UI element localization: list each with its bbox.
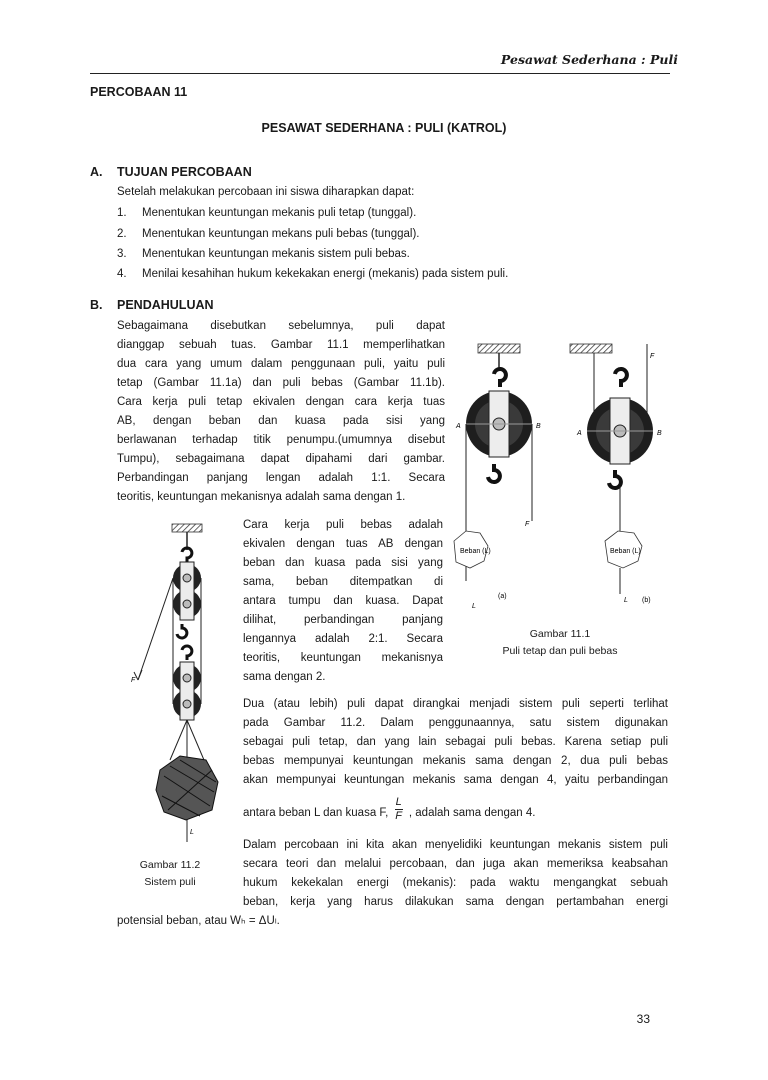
- paragraph-intro: [117, 317, 445, 507]
- section-b-letter: B.: [90, 298, 103, 312]
- figure-11-2: [120, 520, 240, 852]
- text-line: beban, kerja yang harus dilakukan sama dengan pertambahan energi: [243, 896, 668, 908]
- ceiling-mount: [172, 524, 202, 532]
- fraction-l-over-f: [395, 796, 403, 823]
- text-line: lengannya adalah 2:1. Secara: [243, 633, 443, 645]
- label-force: F: [525, 521, 530, 528]
- list-item-number: 2.: [117, 228, 127, 240]
- label-point-a: A: [577, 430, 582, 437]
- text-line: akan mempunyai keuntungan mekanis sama dengan 4, yaitu perbandingan: [243, 774, 668, 786]
- text-line: dilihat, perbandingan panjang: [243, 614, 443, 626]
- paragraph-pulley-system: [243, 695, 668, 790]
- section-a-intro: Setelah melakukan percobaan ini siswa diharapkan dapat:: [117, 186, 415, 198]
- caption-text: Sistem puli: [144, 876, 196, 888]
- hook-icon: [615, 369, 627, 387]
- section-b-heading: [90, 298, 390, 316]
- section-a-title: TUJUAN PERCOBAAN: [117, 165, 252, 179]
- hook-icon: [494, 369, 506, 387]
- ceiling-mount: [478, 344, 520, 353]
- text-line: antara tumpu dan kuasa. Dapat: [243, 595, 443, 607]
- label-point-b: B: [657, 430, 662, 437]
- text-line: Dua (atau lebih) puli dapat dirangkai menjadi sistem puli seperti terlihat: [243, 698, 668, 710]
- text-line: tetap (Gambar 11.1a) dan puli bebas (Gambar 11.1b).: [117, 377, 445, 389]
- section-b-title: PENDAHULUAN: [117, 298, 214, 312]
- movable-pulley-diagram: [570, 344, 662, 604]
- label-point-b: B: [536, 423, 541, 430]
- text-line: Cara kerja puli tetap ekivalen dengan cara kerja tuas: [117, 396, 445, 408]
- text-line: sama dengan 2.: [243, 671, 326, 683]
- text-line: teoritis, keuntungan mekanisnya: [243, 652, 443, 664]
- text-line: secara teori dan melalui percobaan, dan juga akan memeriksa keabsahan: [243, 858, 668, 870]
- fixed-pulley-diagram: [454, 344, 541, 610]
- formula-line: [243, 796, 536, 830]
- text-line: sebagai puli tetap, dan yang lain sebagai puli bebas. Karena setiap puli: [243, 736, 668, 748]
- header-rule: [90, 73, 670, 74]
- label-load: L: [472, 603, 476, 610]
- text-line: Sebagaimana disebutkan sebelumnya, puli dapat: [117, 320, 445, 332]
- list-item-number: 1.: [117, 207, 127, 219]
- text-line: Tumpu), sebagaimana dapat dipahami dari gambar.: [117, 453, 445, 465]
- text-line: Perbandingan panjang lengan adalah 1:1. Secara: [117, 472, 445, 484]
- ceiling-mount: [570, 344, 612, 353]
- list-item-number: 3.: [117, 248, 127, 260]
- text-line: AB, dengan beban dan kuasa pada sisi yang: [117, 415, 445, 427]
- label-a: (a): [498, 593, 507, 600]
- movable-pulley-block: [173, 662, 201, 720]
- label-load: L: [624, 597, 628, 604]
- load-weight: [156, 756, 218, 820]
- label-force: F: [650, 353, 655, 360]
- label-beban: Beban (L): [460, 548, 491, 555]
- text-line: pada Gambar 11.2. Dalam penggunaannya, satu sistem digunakan: [243, 717, 668, 729]
- text-line: ekivalen dengan tuas AB dengan: [243, 538, 443, 550]
- running-header: Pesawat Sederhana : Puli: [500, 52, 678, 67]
- hook-icon: [177, 624, 187, 638]
- hook-icon: [182, 646, 192, 660]
- hook-icon: [609, 470, 621, 488]
- caption-text: Puli tetap dan puli bebas: [502, 645, 618, 657]
- text-line: hukum kekekalan energi (mekanis): pada waktu mengangkat sebuah: [243, 877, 668, 889]
- experiment-number: PERCOBAAN 11: [90, 85, 188, 99]
- text-line: berlawanan terhadap titik penumpu.(umumnya disebut: [117, 434, 445, 446]
- fixed-pulley-block: [173, 562, 201, 620]
- text-line: teoritis, keuntungan mekanisnya adalah sama dengan 1.: [117, 491, 406, 503]
- label-point-a: A: [456, 423, 461, 430]
- text-line: beban dan kuasa pada sisi yang: [243, 557, 443, 569]
- label-load: L: [190, 829, 194, 836]
- fraction-denominator: F: [395, 810, 402, 822]
- list-item-text: Menentukan keuntungan mekanis sistem puli bebas.: [142, 248, 410, 260]
- figure-11-1: [450, 336, 675, 616]
- label-force: F: [131, 677, 136, 684]
- page-number: 33: [636, 1012, 650, 1026]
- figure-11-2-caption: [122, 857, 218, 891]
- text-line: Dalam percobaan ini kita akan menyelidiki keuntungan mekanis sistem puli: [243, 839, 668, 851]
- text-line: dianggap sebuah tuas. Gambar 11.1 memperlihatkan: [117, 339, 445, 351]
- text-line: antara beban L dan kuasa F,: [243, 807, 389, 819]
- paragraph-movable-pulley: [243, 516, 443, 687]
- text-line: potensial beban, atau Wₕ = ΔUₗ.: [117, 915, 280, 927]
- caption-title: Gambar 11.1: [529, 628, 591, 640]
- figure-11-1-caption: [480, 626, 640, 660]
- hook-icon: [182, 548, 192, 562]
- fraction-numerator: L: [395, 796, 402, 808]
- list-item-text: Menilai kesahihan hukum kekekakan energi (mekanis) pada sistem puli.: [142, 268, 509, 280]
- hook-icon: [488, 464, 500, 482]
- text-line: Cara kerja puli bebas adalah: [243, 519, 443, 531]
- section-a-heading: [90, 165, 390, 183]
- label-b: (b): [642, 597, 651, 604]
- label-beban: Beban (L): [610, 548, 641, 555]
- caption-title: Gambar 11.2: [139, 859, 201, 871]
- list-item-text: Menentukan keuntungan mekanis puli tetap (tunggal).: [142, 207, 417, 219]
- text-line: dua cara yang umum dalam penggunaan puli, yaitu puli: [117, 358, 445, 370]
- text-line: sama, beban ditempatkan di: [243, 576, 443, 588]
- text-line: , adalah sama dengan 4.: [408, 807, 536, 819]
- page-title: PESAWAT SEDERHANA : PULI (KATROL): [261, 121, 507, 135]
- list-item-number: 4.: [117, 268, 127, 280]
- section-a-letter: A.: [90, 165, 103, 179]
- text-line: bebas mempunyai keuntungan mekanis sama dengan 2, dua puli bebas: [243, 755, 668, 767]
- paragraph-experiment: [243, 836, 668, 912]
- list-item-text: Menentukan keuntungan mekans puli bebas (tunggal).: [142, 228, 420, 240]
